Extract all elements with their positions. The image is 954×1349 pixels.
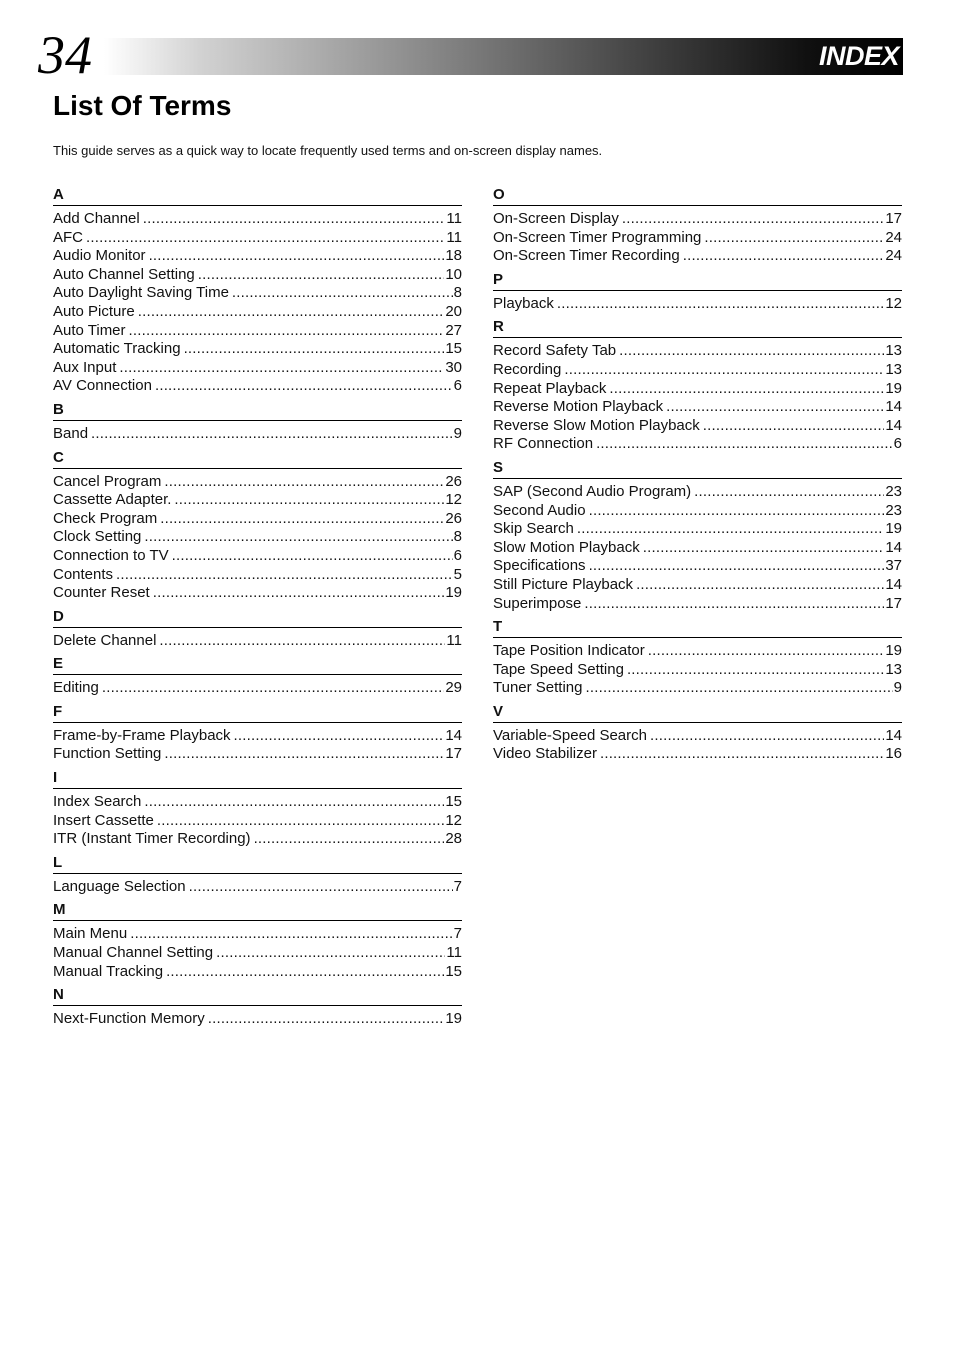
index-entry — [53, 1010, 462, 1029]
dot-leader — [627, 661, 884, 680]
dot-leader — [694, 483, 884, 502]
index-entry — [53, 425, 462, 444]
entry-page: 19 — [445, 584, 462, 602]
entry-term: Audio Monitor — [53, 247, 146, 265]
dot-leader — [166, 963, 444, 982]
entry-term: Add Channel — [53, 210, 140, 227]
index-entry — [53, 547, 462, 566]
entry-page: 17 — [885, 210, 902, 227]
page-number: 34 — [38, 25, 92, 85]
dot-leader — [149, 247, 445, 266]
dot-leader — [648, 642, 885, 661]
entry-term: Manual Channel Setting — [53, 944, 214, 962]
dot-leader — [160, 510, 444, 529]
entry-term: Slow Motion Playback — [493, 538, 640, 556]
group-letter: V — [493, 703, 902, 723]
entry-term: Auto Picture — [53, 302, 135, 320]
entry-page: 19 — [885, 379, 902, 397]
entry-term: Frame-by-Frame Playback — [53, 726, 231, 744]
dot-leader — [91, 425, 453, 444]
entry-term: Manual Tracking — [53, 962, 164, 980]
dot-leader — [589, 557, 885, 576]
entry-term: Skip Search — [493, 520, 574, 538]
index-entry — [53, 340, 462, 359]
group-letter: M — [53, 901, 462, 921]
index-group-n — [53, 986, 462, 1029]
group-letter: C — [53, 449, 462, 469]
entry-term: On-Screen Timer Recording — [493, 247, 680, 265]
index-entry — [53, 944, 462, 963]
entry-page: 6 — [453, 377, 462, 395]
index-entry — [493, 247, 902, 266]
group-letter: E — [53, 655, 462, 675]
entry-page: 13 — [885, 360, 902, 378]
header-title: INDEX — [818, 41, 899, 71]
index-entry — [493, 398, 902, 417]
entry-term: Clock Setting — [53, 528, 142, 546]
entry-term: Language Selection — [53, 877, 186, 895]
index-entry — [493, 210, 902, 229]
entry-term: Index Search — [53, 793, 142, 811]
entry-page: 17 — [445, 745, 462, 763]
index-entry — [493, 539, 902, 558]
entry-term: Check Program — [53, 509, 158, 527]
dot-leader — [564, 361, 884, 380]
index-entry — [53, 727, 462, 746]
group-letter: P — [493, 271, 902, 291]
entry-term: Contents — [53, 565, 114, 583]
entry-page: 12 — [445, 491, 462, 509]
entry-page: 20 — [445, 302, 462, 320]
index-entry — [493, 557, 902, 576]
entry-page: 8 — [453, 284, 462, 302]
entry-page: 19 — [885, 642, 902, 660]
index-group-p — [493, 271, 902, 314]
entry-term: Main Menu — [53, 925, 128, 943]
index-entry — [53, 303, 462, 322]
entry-term: Connection to TV — [53, 546, 169, 564]
dot-leader — [643, 539, 885, 558]
entry-page: 6 — [453, 546, 462, 564]
index-group-t — [493, 618, 902, 698]
index-entry — [53, 247, 462, 266]
index-entry — [53, 925, 462, 944]
index-group-o — [493, 186, 902, 266]
entry-term: Specifications — [493, 557, 586, 575]
index-group-r — [493, 318, 902, 454]
group-letter: T — [493, 618, 902, 638]
entry-page: 26 — [445, 509, 462, 527]
index-entry — [53, 377, 462, 396]
dot-leader — [586, 679, 893, 698]
entry-term: Insert Cassette — [53, 811, 154, 829]
index-entry — [53, 963, 462, 982]
index-entry — [493, 576, 902, 595]
entry-page: 7 — [453, 877, 462, 895]
dot-leader — [129, 322, 445, 341]
dot-leader — [172, 547, 453, 566]
entry-page: 13 — [885, 342, 902, 360]
entry-page: 28 — [445, 830, 462, 848]
index-entry — [53, 210, 462, 229]
entry-page: 11 — [446, 944, 462, 962]
entry-term: Delete Channel — [53, 631, 157, 649]
index-entry — [53, 491, 462, 510]
index-entry — [53, 632, 462, 651]
entry-term: Tuner Setting — [493, 679, 583, 697]
index-entry — [493, 679, 902, 698]
dot-leader — [703, 417, 885, 436]
dot-leader — [138, 303, 445, 322]
entry-page: 18 — [445, 247, 462, 265]
entry-page: 30 — [445, 358, 462, 376]
index-entry — [493, 295, 902, 314]
group-letter: B — [53, 401, 462, 421]
entry-page: 14 — [885, 416, 902, 434]
entry-page: 7 — [453, 925, 462, 943]
group-letter: S — [493, 459, 902, 479]
entry-page: 24 — [885, 247, 902, 265]
entry-page: 15 — [445, 340, 462, 358]
entry-page: 16 — [885, 745, 902, 763]
index-entry — [53, 878, 462, 897]
index-group-m — [53, 901, 462, 981]
index-entry — [493, 380, 902, 399]
section-title: List Of Terms — [53, 90, 232, 121]
entry-term: Aux Input — [53, 358, 117, 376]
index-entry — [53, 679, 462, 698]
entry-page: 26 — [445, 472, 462, 490]
dot-leader — [683, 247, 885, 266]
index-entry — [53, 322, 462, 341]
entry-page: 11 — [446, 210, 462, 227]
entry-term: Reverse Motion Playback — [493, 398, 664, 416]
index-entry — [493, 595, 902, 614]
entry-term: Video Stabilizer — [493, 745, 597, 763]
entry-term: Cassette Adapter. — [53, 491, 172, 509]
entry-page: 17 — [885, 594, 902, 612]
group-letter: F — [53, 703, 462, 723]
entry-term: Variable-Speed Search — [493, 726, 647, 744]
dot-leader — [86, 229, 445, 248]
index-entry — [53, 359, 462, 378]
entry-term: Recording — [493, 360, 562, 378]
dot-leader — [174, 491, 444, 510]
index-entry — [53, 584, 462, 603]
entry-page: 14 — [885, 726, 902, 744]
index-group-i — [53, 769, 462, 849]
entry-page: 15 — [445, 962, 462, 980]
index-entry — [53, 284, 462, 303]
index-entry — [493, 435, 902, 454]
dot-leader — [666, 398, 884, 417]
dot-leader — [144, 528, 452, 547]
dot-leader — [704, 229, 884, 248]
entry-term: On-Screen Timer Programming — [493, 228, 702, 246]
dot-leader — [216, 944, 445, 963]
dot-leader — [619, 342, 884, 361]
index-entry — [53, 229, 462, 248]
dot-leader — [164, 745, 444, 764]
entry-page: 14 — [885, 575, 902, 593]
entry-page: 37 — [885, 557, 902, 575]
dot-leader — [153, 584, 445, 603]
group-letter: R — [493, 318, 902, 338]
group-letter: O — [493, 186, 902, 206]
entry-page: 13 — [885, 660, 902, 678]
entry-page: 14 — [885, 398, 902, 416]
dot-leader — [102, 679, 444, 698]
entry-term: Still Picture Playback — [493, 575, 634, 593]
index-column-left — [53, 186, 462, 1034]
index-entry — [493, 727, 902, 746]
entry-page: 5 — [453, 565, 462, 583]
header-bar — [104, 38, 903, 75]
dot-leader — [234, 727, 445, 746]
dot-leader — [208, 1010, 445, 1029]
dot-leader — [577, 520, 884, 539]
dot-leader — [130, 925, 452, 944]
entry-page: 15 — [445, 793, 462, 811]
dot-leader — [600, 745, 884, 764]
index-column-right — [493, 186, 902, 769]
entry-page: 8 — [453, 528, 462, 546]
index-group-l — [53, 854, 462, 897]
index-entry — [53, 266, 462, 285]
group-letter: L — [53, 854, 462, 874]
entry-term: Automatic Tracking — [53, 340, 181, 358]
entry-page: 14 — [445, 726, 462, 744]
entry-term: AFC — [53, 228, 83, 246]
index-entry — [53, 510, 462, 529]
index-entry — [53, 473, 462, 492]
index-group-b — [53, 401, 462, 444]
entry-term: Reverse Slow Motion Playback — [493, 416, 700, 434]
dot-leader — [254, 830, 445, 849]
index-entry — [53, 566, 462, 585]
index-group-f — [53, 703, 462, 764]
entry-term: Record Safety Tab — [493, 342, 617, 360]
entry-term: Editing — [53, 679, 99, 697]
index-entry — [493, 417, 902, 436]
dot-leader — [584, 595, 884, 614]
entry-page: 14 — [885, 538, 902, 556]
entry-page: 9 — [893, 679, 902, 697]
dot-leader — [636, 576, 884, 595]
index-group-s — [493, 459, 902, 613]
group-letter: A — [53, 186, 462, 206]
entry-term: AV Connection — [53, 377, 152, 395]
entry-page: 12 — [885, 294, 902, 312]
entry-term: ITR (Instant Timer Recording) — [53, 830, 251, 848]
dot-leader — [116, 566, 453, 585]
entry-term: Auto Daylight Saving Time — [53, 284, 229, 302]
entry-page: 12 — [445, 811, 462, 829]
entry-term: Auto Channel Setting — [53, 265, 195, 283]
dot-leader — [144, 793, 444, 812]
dot-leader — [622, 210, 884, 229]
entry-term: SAP (Second Audio Program) — [493, 482, 692, 500]
entry-page: 23 — [885, 482, 902, 500]
index-entry — [493, 502, 902, 521]
entry-term: Second Audio — [493, 501, 586, 519]
index-group-a — [53, 186, 462, 396]
index-entry — [493, 642, 902, 661]
index-entry — [493, 661, 902, 680]
entry-page: 23 — [885, 501, 902, 519]
entry-page: 11 — [446, 228, 462, 246]
entry-term: Superimpose — [493, 594, 582, 612]
index-entry — [53, 812, 462, 831]
entry-term: Counter Reset — [53, 584, 150, 602]
entry-term: Band — [53, 424, 89, 442]
index-entry — [53, 830, 462, 849]
entry-page: 29 — [445, 679, 462, 697]
group-letter: N — [53, 986, 462, 1006]
entry-page: 11 — [446, 631, 462, 649]
index-entry — [53, 793, 462, 812]
dot-leader — [157, 812, 444, 831]
dot-leader — [589, 502, 885, 521]
dot-leader — [184, 340, 445, 359]
entry-term: Cancel Program — [53, 472, 162, 490]
dot-leader — [609, 380, 884, 399]
index-entry — [493, 361, 902, 380]
index-entry — [493, 483, 902, 502]
entry-page: 27 — [445, 321, 462, 339]
entry-page: 24 — [885, 228, 902, 246]
index-group-v — [493, 703, 902, 764]
entry-term: On-Screen Display — [493, 210, 619, 227]
entry-term: Next-Function Memory — [53, 1010, 205, 1028]
index-group-c — [53, 449, 462, 603]
dot-leader — [119, 359, 444, 378]
entry-term: Tape Position Indicator — [493, 642, 645, 660]
entry-term: Repeat Playback — [493, 379, 607, 397]
group-letter: D — [53, 608, 462, 628]
entry-term: Playback — [493, 294, 554, 312]
index-entry — [493, 520, 902, 539]
intro-text: This guide serves as a quick way to locate frequently used terms and on-screen display names. — [53, 143, 603, 158]
index-group-e — [53, 655, 462, 698]
entry-term: Tape Speed Setting — [493, 660, 624, 678]
entry-term: RF Connection — [493, 435, 594, 453]
dot-leader — [164, 473, 444, 492]
entry-page: 10 — [445, 265, 462, 283]
dot-leader — [155, 377, 453, 396]
dot-leader — [143, 210, 446, 229]
index-entry — [53, 745, 462, 764]
dot-leader — [198, 266, 445, 285]
entry-term: Auto Timer — [53, 321, 126, 339]
entry-term: Function Setting — [53, 745, 162, 763]
dot-leader — [596, 435, 893, 454]
index-entry — [53, 528, 462, 547]
index-group-d — [53, 608, 462, 651]
dot-leader — [557, 295, 884, 314]
dot-leader — [189, 878, 453, 897]
entry-page: 9 — [453, 424, 462, 442]
dot-leader — [650, 727, 884, 746]
dot-leader — [232, 284, 453, 303]
index-entry — [493, 745, 902, 764]
index-entry — [493, 229, 902, 248]
index-entry — [493, 342, 902, 361]
dot-leader — [159, 632, 445, 651]
entry-page: 19 — [445, 1010, 462, 1028]
entry-page: 6 — [893, 435, 902, 453]
group-letter: I — [53, 769, 462, 789]
entry-page: 19 — [885, 520, 902, 538]
